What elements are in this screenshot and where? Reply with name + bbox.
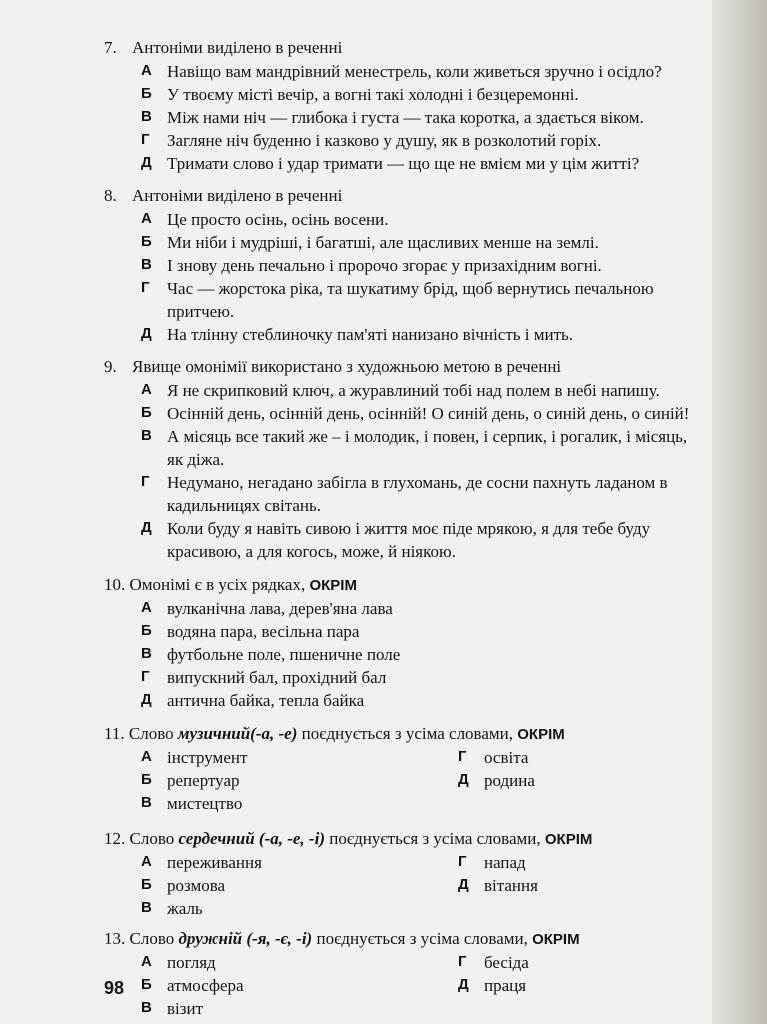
question-text: поєднується з усіма словами, <box>329 829 541 848</box>
option-letter: Д <box>458 976 469 993</box>
option-letter: Б <box>141 85 152 102</box>
question-word: сердечний (-а, -е, -і) <box>178 829 325 848</box>
option-text: вулканічна лава, дерев'яна лава <box>167 599 393 618</box>
option-letter: Б <box>141 622 152 639</box>
option-text: переживання <box>167 853 262 872</box>
option-letter: Г <box>141 668 150 685</box>
question-keyword: ОКРІМ <box>532 931 580 948</box>
option-letter: Г <box>458 853 467 870</box>
question-keyword: ОКРІМ <box>309 577 357 594</box>
question-text: поєднується з усіма словами, <box>316 929 528 948</box>
option-text: Я не скрипковий ключ, а журавлиний тобі над полем в небі напишу. <box>167 381 660 400</box>
question-text: Антоніми виділено в реченні <box>132 186 343 205</box>
option-text: випускний бал, прохідний бал <box>167 668 387 687</box>
option-continuation: кадильницях світань. <box>167 496 321 515</box>
option-text: І знову день печально і пророчо згорає у призахідним вогні. <box>167 256 602 275</box>
option-letter: Д <box>141 154 152 171</box>
question-title <box>104 186 342 206</box>
question-word: дружній (-я, -є, -і) <box>178 929 313 948</box>
question-text: Омонімі є в усіх рядках, <box>129 575 306 594</box>
question-title <box>104 724 565 744</box>
option-text: інструмент <box>167 748 248 767</box>
question-number: 7. <box>104 38 117 57</box>
question-number: 11. <box>104 724 125 743</box>
option-text: родина <box>484 771 535 790</box>
page-number: 98 <box>104 978 125 998</box>
option-letter: В <box>141 108 152 125</box>
option-text: погляд <box>167 953 216 972</box>
option-letter: А <box>141 853 152 870</box>
option-text: Це просто осінь, осінь восени. <box>167 210 389 229</box>
question-text: Явище омонімії використано з художньою метою в реченні <box>132 357 562 376</box>
question-keyword: ОКРІМ <box>517 726 565 743</box>
option-text: Загляне ніч буденно і казково у душу, як в розколотий горіх. <box>167 131 602 150</box>
option-continuation: притчею. <box>167 302 235 321</box>
option-text: жаль <box>167 899 203 918</box>
option-letter: В <box>141 427 152 444</box>
option-text: атмосфера <box>167 976 244 995</box>
option-letter: Г <box>141 473 150 490</box>
option-letter: Б <box>141 404 152 421</box>
option-letter: В <box>141 645 152 662</box>
option-letter: Г <box>141 131 150 148</box>
option-letter: А <box>141 599 152 616</box>
option-letter: А <box>141 381 152 398</box>
option-text: водяна пара, весільна пара <box>167 622 360 641</box>
option-letter: Б <box>141 976 152 993</box>
question-title <box>104 575 357 595</box>
page-edge <box>712 0 767 1024</box>
option-text: У твоєму місті вечір, а вогні такі холодні і безцеремонні. <box>167 85 579 104</box>
question-text: Антоніми виділено в реченні <box>132 38 343 57</box>
option-letter: Д <box>458 876 469 893</box>
option-letter: А <box>141 62 152 79</box>
question-number: 10. <box>104 575 126 594</box>
option-text: антична байка, тепла байка <box>167 691 365 710</box>
option-letter: А <box>141 748 152 765</box>
question-word: музичний(-а, -е) <box>177 724 298 743</box>
option-text: мистецтво <box>167 794 243 813</box>
option-text: Недумано, негадано забігла в глухомань, де сосни пахнуть ладаном в <box>167 473 668 492</box>
question-title <box>104 357 561 377</box>
option-letter: В <box>141 999 152 1016</box>
question-title <box>104 829 592 849</box>
option-letter: В <box>141 794 152 811</box>
question-number: 8. <box>104 186 117 205</box>
question-text: поєднується з усіма словами, <box>301 724 514 743</box>
option-text: вітання <box>484 876 538 895</box>
option-letter: Б <box>141 771 152 788</box>
question-number: 13. <box>104 929 126 948</box>
option-text: Ми ніби і мудріші, і багатші, але щасливих менше на землі. <box>167 233 599 252</box>
question-text: Слово <box>128 724 174 743</box>
option-text: праця <box>484 976 527 995</box>
option-letter: В <box>141 256 152 273</box>
option-text: бесіда <box>484 953 529 972</box>
option-letter: Д <box>141 325 152 342</box>
option-letter: А <box>141 953 152 970</box>
option-text: Тримати слово і удар тримати — що ще не вмієм ми у цім житті? <box>167 154 640 173</box>
option-text: візит <box>167 999 203 1018</box>
option-text: розмова <box>167 876 226 895</box>
option-letter: Д <box>458 771 469 788</box>
option-text: Осінній день, осінній день, осінній! О синій день, о синій день, о синій! <box>167 404 690 423</box>
option-letter: Б <box>141 876 152 893</box>
option-text: Навіщо вам мандрівний менестрель, коли живеться зручно і осідло? <box>167 62 662 81</box>
option-text: футбольне поле, пшеничне поле <box>167 645 401 664</box>
option-text: Коли буду я навіть сивою і життя моє піде мрякою, я для тебе буду <box>167 519 651 538</box>
option-continuation: красивою, а для когось, може, й ніякою. <box>167 542 456 561</box>
option-letter: Г <box>458 748 467 765</box>
option-letter: Д <box>141 519 152 536</box>
option-letter: Б <box>141 233 152 250</box>
option-text: репертуар <box>167 771 240 790</box>
option-letter: Д <box>141 691 152 708</box>
question-title <box>104 929 580 949</box>
question-keyword: ОКРІМ <box>544 831 593 848</box>
option-text: освіта <box>484 748 529 767</box>
option-text: Час — жорстока ріка, та шукатиму брід, щоб вернутись печальною <box>167 279 654 298</box>
option-text: напад <box>484 853 526 872</box>
option-letter: А <box>141 210 152 227</box>
option-text: Між нами ніч — глибока і густа — така коротка, а здається віком. <box>167 108 644 127</box>
option-text: А місяць все такий же – і молодик, і повен, і серпик, і рогалик, і місяць, <box>167 427 688 446</box>
question-number: 9. <box>104 357 117 376</box>
option-letter: В <box>141 899 152 916</box>
question-title <box>104 38 342 58</box>
question-text: Слово <box>129 829 175 848</box>
option-text: На тлінну стеблиночку пам'яті нанизано вічність і мить. <box>167 325 574 344</box>
option-continuation: як діжа. <box>167 450 225 469</box>
option-letter: Г <box>141 279 150 296</box>
question-number: 12. <box>104 829 126 848</box>
question-text: Слово <box>129 929 175 948</box>
option-letter: Г <box>458 953 467 970</box>
